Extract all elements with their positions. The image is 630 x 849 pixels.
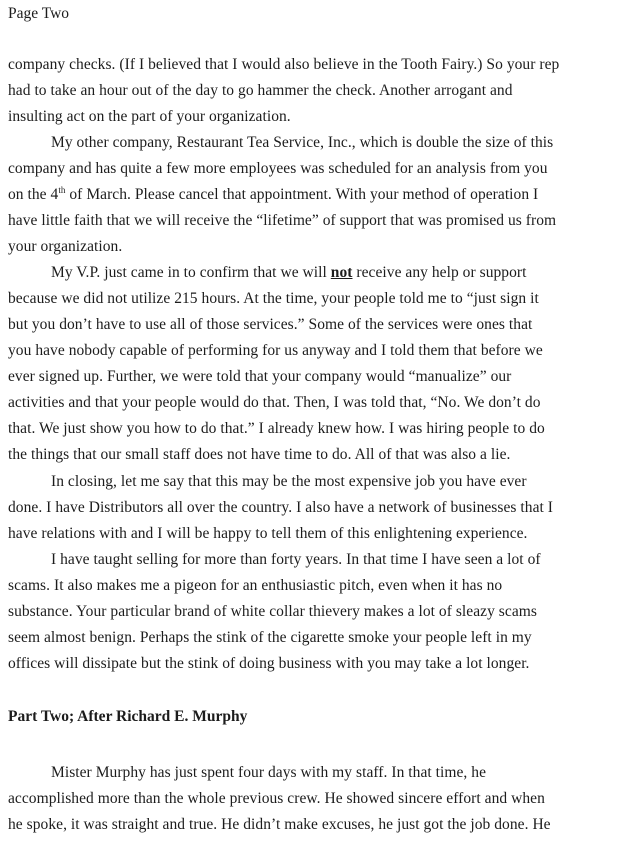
part-two-line-1: Mister Murphy has just spent four days with my staff. In that time, he bbox=[51, 764, 487, 781]
paragraph-5-line-2: scams. It also makes me a pigeon for an enthusiastic pitch, even when it has no bbox=[8, 577, 503, 594]
paragraph-1-line-1: company checks. (If I believed that I would also believe in the Tooth Fairy.) So your rep bbox=[8, 56, 560, 73]
date-text-before: on the 4 bbox=[8, 186, 59, 203]
paragraph-4-line-2: done. I have Distributors all over the country. I also have a network of businesses that I bbox=[8, 499, 553, 516]
paragraph-3-line-7: that. We just show you how to do that.” I already knew how. I was hiring people to do bbox=[8, 420, 545, 437]
paragraph-2-line-2: company and has quite a few more employees was scheduled for an analysis from you bbox=[8, 160, 548, 177]
paragraph-4-line-3: have relations with and I will be happy to tell them of this enlightening experience. bbox=[8, 525, 528, 542]
part-two-line-2: accomplished more than the whole previous crew. He showed sincere effort and when bbox=[8, 790, 545, 807]
ordinal-suffix: th bbox=[58, 184, 66, 195]
paragraph-3-line-3: but you don’t have to use all of those services.” Some of the services were ones that bbox=[8, 316, 533, 333]
emphasis-text-after: receive any help or support bbox=[352, 264, 527, 281]
paragraph-5-line-5: offices will dissipate but the stink of doing business with you may take a lot longer. bbox=[8, 655, 530, 672]
paragraph-3-line-6: activities and that your people would do that. Then, I was told that, “No. We don’t do bbox=[8, 394, 541, 411]
paragraph-4-line-1: In closing, let me say that this may be the most expensive job you have ever bbox=[51, 473, 527, 490]
paragraph-2-line-3 bbox=[8, 186, 538, 204]
paragraph-3-line-2: because we did not utilize 215 hours. At the time, your people told me to “just sign it bbox=[8, 290, 539, 307]
paragraph-5-line-1: I have taught selling for more than forty years. In that time I have seen a lot of bbox=[51, 551, 541, 568]
emphasis-not: not bbox=[330, 264, 353, 281]
page-header: Page Two bbox=[8, 5, 70, 22]
paragraph-3-line-1 bbox=[51, 264, 526, 282]
paragraph-3-line-4: you have nobody capable of performing for us anyway and I told them that before we bbox=[8, 342, 543, 359]
paragraph-2-line-5: your organization. bbox=[8, 238, 123, 255]
emphasis-text-before: My V.P. just came in to confirm that we will bbox=[51, 264, 331, 281]
paragraph-5-line-4: seem almost benign. Perhaps the stink of the cigarette smoke your people left in my bbox=[8, 629, 532, 646]
paragraph-2-line-4: have little faith that we will receive the “lifetime” of support that was promised us from bbox=[8, 212, 557, 229]
paragraph-2-line-1: My other company, Restaurant Tea Service, Inc., which is double the size of this bbox=[51, 134, 554, 151]
paragraph-1-line-2: had to take an hour out of the day to go hammer the check. Another arrogant and bbox=[8, 82, 513, 99]
date-text-after: of March. Please cancel that appointment. With your method of operation I bbox=[65, 186, 539, 203]
paragraph-5-line-3: substance. Your particular brand of white collar thievery makes a lot of sleazy scams bbox=[8, 603, 537, 620]
paragraph-3-line-5: ever signed up. Further, we were told that your company would “manualize” our bbox=[8, 368, 512, 385]
part-two-line-3: he spoke, it was straight and true. He didn’t make excuses, he just got the job done. He bbox=[8, 816, 551, 833]
section-heading: Part Two; After Richard E. Murphy bbox=[8, 708, 248, 725]
paragraph-3-line-8: the things that our small staff does not have time to do. All of that was also a lie. bbox=[8, 446, 511, 463]
paragraph-1-line-3: insulting act on the part of your organization. bbox=[8, 108, 291, 125]
